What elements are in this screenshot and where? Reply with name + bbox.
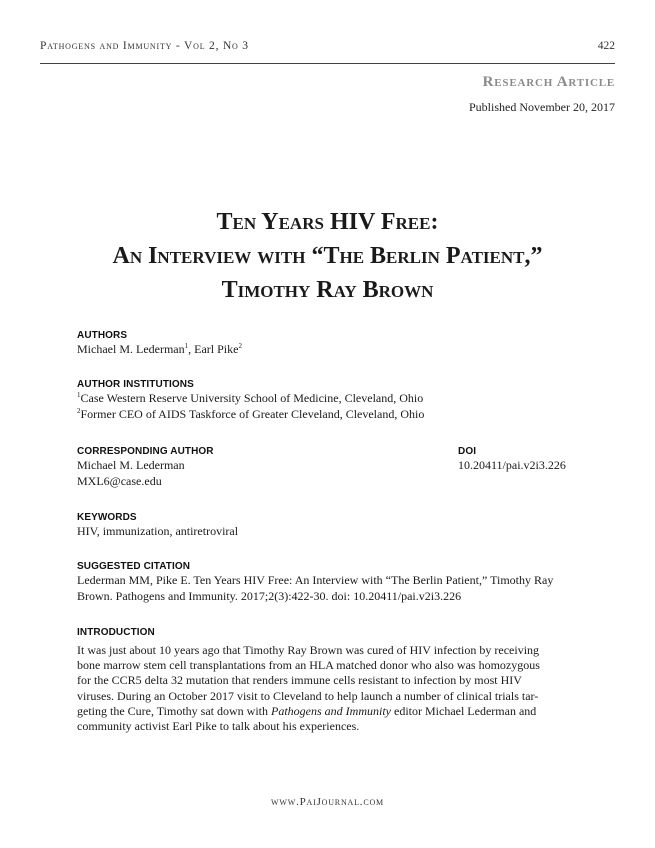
doi-value[interactable]: 10.20411/pai.v2i3.226 [458,458,566,472]
keywords-value: HIV, immunization, antiretroviral [77,524,239,538]
institution-item [77,391,424,407]
author-name: Earl Pike [194,342,239,356]
citation-section [77,561,597,604]
doi-label: DOI [458,446,477,457]
intro-line [77,704,587,719]
citation-line: Lederman MM, Pike E. Ten Years HIV Free: An Interview with “The Berlin Patient,” Timothy Ray [77,573,554,587]
article-title [40,205,615,307]
corresponding-label: CORRESPONDING AUTHOR [77,446,214,457]
doi-section [458,446,566,474]
author-separator: , [188,342,195,356]
article-type: Research Article [482,74,615,90]
journal-name: Pathogens and Immunity [271,703,391,718]
institution-text: Former CEO of AIDS Taskforce of Greater Cleveland, Cleveland, Ohio [80,406,425,421]
page-number: 422 [597,40,615,52]
citation-line: Brown. Pathogens and Immunity. 2017;2(3):422-30. doi: 10.20411/pai.v2i3.226 [77,588,462,603]
journal-url[interactable]: www.PaiJournal.com [271,796,384,808]
intro-line: viruses. During an October 2017 visit to Cleveland to help launch a number of clinical trials tar- [77,688,539,703]
introduction-label: INTRODUCTION [77,627,155,638]
title-line: An Interview with “The Berlin Patient,” [112,243,543,269]
published-date: Published November 20, 2017 [469,100,615,114]
intro-line: for the CCR5 delta 32 mutation that renders immune cells resistant to infection by most HIV [77,673,522,688]
intro-line: bone marrow stem cell transplantations from an HLA matched donor who also was homozygous [77,658,540,673]
authors-label: AUTHORS [77,330,128,341]
intro-line: It was just about 10 years ago that Timothy Ray Brown was cured of HIV infection by receiving [77,643,540,657]
title-line: Timothy Ray Brown [221,277,434,303]
affiliation-marker: 1 [184,342,189,350]
institution-text: Case Western Reserve University School of Medicine, Cleveland, Ohio [80,391,424,405]
introduction-label-wrap [77,627,155,638]
affiliation-marker: 2 [238,342,242,350]
keywords-section [77,512,238,540]
introduction-body [77,643,587,734]
citation-label: SUGGESTED CITATION [77,561,191,572]
intro-text: geting the Cure, Timothy sat down with [77,703,272,718]
corresponding-email[interactable]: MXL6@case.edu [77,473,162,488]
corresponding-section [77,446,214,489]
keywords-label: KEYWORDS [77,512,137,523]
intro-text: editor Michael Lederman and [391,703,537,718]
affiliation-marker: 2 [77,406,81,415]
authors-section [77,330,242,358]
affiliation-marker: 1 [77,391,81,399]
running-head: Pathogens and Immunity - Vol 2, No 3 [40,40,249,52]
corresponding-name: Michael M. Lederman [77,458,185,472]
institution-item [77,407,424,423]
intro-line: community activist Earl Pike to talk about his experiences. [77,719,360,734]
institutions-section [77,379,424,422]
institutions-label: AUTHOR INSTITUTIONS [77,379,194,390]
authors-list [77,342,242,358]
title-line: Ten Years HIV Free: [216,209,439,235]
header-rule [40,63,615,64]
author-name: Michael M. Lederman [77,342,185,356]
